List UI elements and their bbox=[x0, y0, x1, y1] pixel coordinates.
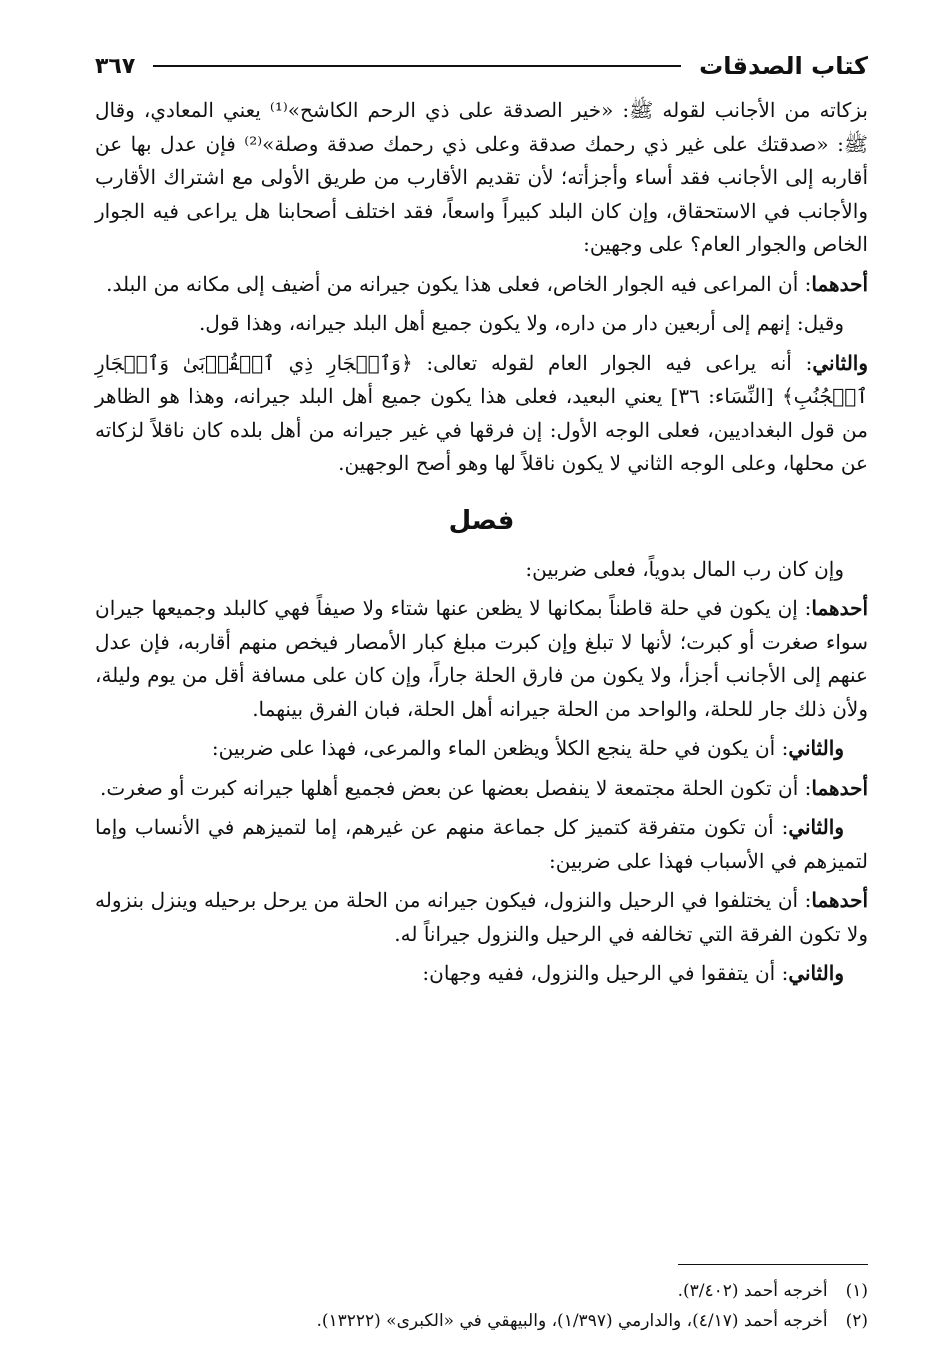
footnotes bbox=[95, 1276, 868, 1336]
paragraph: والثاني: أن تكون متفرقة كتميز كل جماعة منهم عن غيرهم، إما لتميزهم في الأنساب وإما لتميزهم في الأسباب فهذا على ضربين: bbox=[95, 815, 868, 873]
footnote-number: (١) bbox=[845, 1281, 868, 1301]
footnote bbox=[95, 1276, 868, 1306]
paragraph: والثاني: أن يتفقوا في الرحيل والنزول، ففيه وجهان: bbox=[422, 961, 844, 985]
paragraph-lead: أحدهما bbox=[811, 888, 868, 912]
footnote-number: (٢) bbox=[845, 1311, 868, 1331]
paragraph-lead: أحدهما bbox=[811, 596, 868, 620]
paragraph: أحدهما: أن تكون الحلة مجتمعة لا ينفصل بعضها عن بعض فجميع أهلها جيرانه كبرت أو صغرت. bbox=[100, 775, 868, 800]
paragraph: وقيل: إنهم إلى أربعين دار من داره، ولا يكون جميع أهل البلد جيرانه، وهذا قول. bbox=[198, 311, 844, 335]
footnote bbox=[95, 1306, 868, 1336]
footnote-divider bbox=[678, 1264, 868, 1265]
main-text bbox=[95, 94, 868, 997]
paragraph: أحدهما: أن المراعى فيه الجوار الخاص، فعلى هذا يكون جيرانه من أضيف إلى مكانه من البلد. bbox=[106, 271, 868, 296]
paragraph: بزكاته من الأجانب لقوله ﷺ: «خير الصدقة على ذي الرحم الكاشح»⁽¹⁾ يعني المعادي، وقال ﷺ: «صدقتك على غير ذي رحمك صدقة وعلى ذي رحمك صدقة وصلة»⁽²⁾ فإن عدل بها عن أقاربه إلى الأجانب فقد أساء وأجزأته؛ لأن تقديم الأقارب من طريق الأولى مع اشتراك الأقارب والأجانب في الاستحقاق، وإن كان البلد كبيراً واسعاً، فقد اختلف أصحابنا هل يراعى فيه الجوار الخاص والجوار العام؟ على وجهين: bbox=[95, 98, 868, 256]
paragraph-lead: والثاني bbox=[788, 736, 844, 760]
paragraph: أحدهما: إن يكون في حلة قاطناً بمكانها لا يظعن عنها شتاء ولا صيفاً فهي كالبلد وجميعها جيران سواء صغرت أو كبرت؛ لأنها لا تبلغ وإن كبرت مبلغ كبار الأمصار فيخص منهم أقاربه، فإن عدل عنهم إلى الأجانب أجزأ، ولا يكون من فارق الحلة جاراً، وإن كان على مسافة أقل من يوم وليلة، ولأن ذلك جار للحلة، والواحد من الحلة جيرانه أهل الحلة، فبان الفرق بينهما. bbox=[95, 596, 868, 721]
footnote-text: أخرجه أحمد (٣/٤٠٢). bbox=[677, 1281, 828, 1301]
footnote-text: أخرجه أحمد (٤/١٧)، والدارمي (١/٣٩٧)، والبيهقي في «الكبرى» (١٣٢٢٢). bbox=[316, 1311, 828, 1331]
page-header bbox=[95, 46, 868, 86]
paragraph: وإن كان رب المال بدوياً، فعلى ضربين: bbox=[525, 556, 844, 581]
paragraph-lead: أحدهما bbox=[811, 271, 868, 296]
paragraph-lead: والثاني bbox=[812, 350, 869, 375]
paragraph: والثاني: أنه يراعى فيه الجوار العام لقوله تعالى: ﴿وَٱلۡجَارِ ذِي ٱلۡقُرۡبَىٰ وَٱلۡجَارِ ٱلۡجُنُبِ﴾ [النِّسَاء: ٣٦] يعني البعيد، فعلى هذا يكون جميع أهل البلد جيرانه، وهذا هو الظاهر من قول البغداديين، فعلى الوجه الأول: إن فرقها في غير جيرانه من أهل بلده كان ناقلاً لزكاته عن محلها، وعلى الوجه الثاني لا يكون ناقلاً لها وهو أصح الوجهين. bbox=[95, 350, 869, 475]
running-title: كتاب الصدقات bbox=[699, 52, 868, 80]
page-number: ٣٦٧ bbox=[95, 53, 136, 79]
paragraph-lead: والثاني bbox=[788, 961, 844, 985]
section-heading: فصل bbox=[448, 505, 515, 536]
paragraph-lead: والثاني bbox=[788, 815, 844, 839]
paragraph: أحدهما: أن يختلفوا في الرحيل والنزول، فيكون جيرانه من الحلة من يرحل برحيله وينزل بنزوله ولا تكون الفرقة التي تخالفه في الرحيل والنزول جيراناً له. bbox=[95, 888, 868, 946]
header-rule bbox=[153, 65, 681, 67]
paragraph-lead: أحدهما bbox=[811, 775, 868, 800]
paragraph: والثاني: أن يكون في حلة ينجع الكلأ ويظعن الماء والمرعى، فهذا على ضربين: bbox=[211, 736, 844, 760]
